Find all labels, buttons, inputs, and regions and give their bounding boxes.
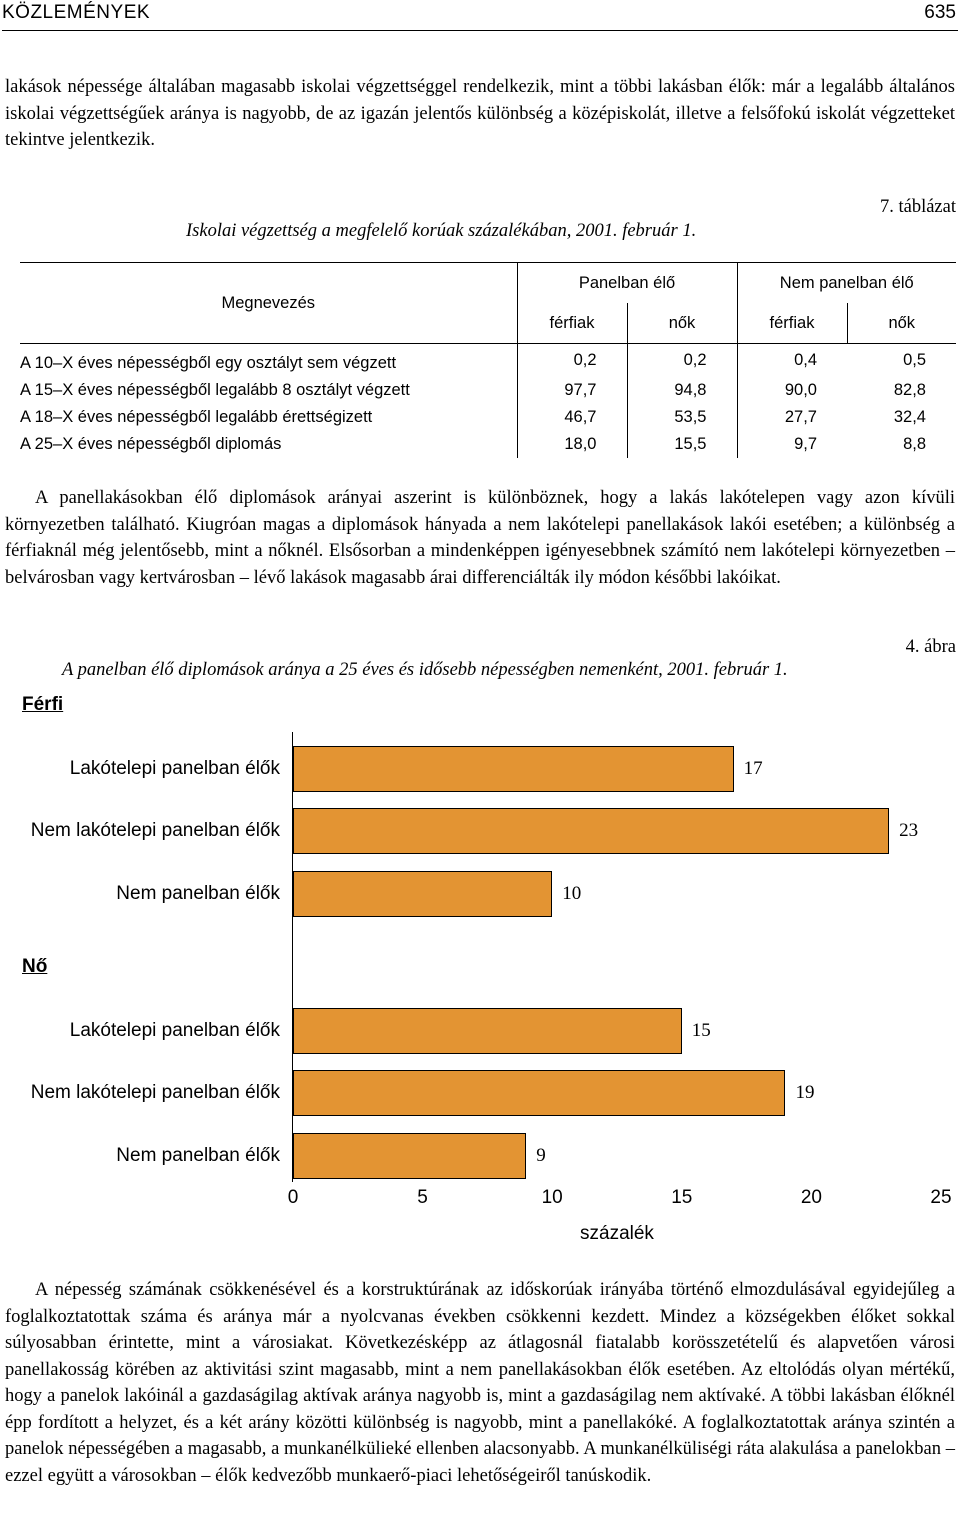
table-cell: 97,7 — [517, 377, 627, 404]
bar — [293, 871, 552, 917]
table-subheader: nők — [847, 303, 956, 344]
table-header-name: Megnevezés — [20, 263, 517, 344]
bar-chart — [0, 690, 960, 1250]
table-title: Iskolai végzettség a megfelelő korúak százalékában, 2001. február 1. — [186, 221, 697, 241]
table-row-label: A 15–X éves népességből legalább 8 osztályt végzett — [20, 381, 410, 399]
x-axis-label: százalék — [580, 1223, 654, 1244]
page-number: 635 — [924, 2, 956, 23]
table-row-label: A 18–X éves népességből legalább érettségizett — [20, 408, 373, 426]
table-cell: 0,2 — [517, 344, 627, 378]
table-row-label: A 10–X éves népességből egy osztályt sem végzett — [20, 354, 397, 372]
table-cell: 82,8 — [893, 381, 926, 399]
bar — [293, 1133, 526, 1179]
category-label: Nem lakótelepi panelban élők — [30, 1082, 280, 1103]
bar-value-label: 17 — [743, 758, 763, 779]
table-cell: 90,0 — [737, 377, 847, 404]
bar — [293, 808, 889, 854]
x-tick-label: 10 — [541, 1187, 563, 1208]
table-subheader: nők — [627, 303, 737, 344]
journal-section-title: KÖZLEMÉNYEK — [2, 2, 151, 23]
table-cell: 94,8 — [627, 377, 737, 404]
bar-value-label: 15 — [691, 1020, 711, 1041]
table-cell: 0,4 — [737, 344, 847, 378]
table-row — [20, 404, 956, 431]
table-row — [20, 431, 956, 458]
bar-value-label: 9 — [536, 1145, 546, 1166]
body-paragraph-2 — [5, 485, 955, 591]
table-group-header: Panelban élő — [517, 263, 737, 304]
table-cell: 18,0 — [517, 431, 627, 458]
x-tick-label: 20 — [800, 1187, 822, 1208]
category-label: Nem lakótelepi panelban élők — [30, 820, 280, 841]
table-cell: 46,7 — [517, 404, 627, 431]
bar-value-label: 23 — [899, 820, 919, 841]
paragraph-text: A panellakásokban élő diplomások arányai aszerint is különböznek, hogy a lakás lakótelepen vagy azon kívüli környezetben található. Kiugróan magas a diplomások hányada a nem lakótelepi panellakások lakói esetében; a különbség a férfiaknál még jelentősebb, mint a nőknél. Elsősorban a mindenképpen igényesebbnek számító nem lakótelepi környezetben – belvárosban vagy kertvárosban – lévő lakások magasabb árai differenciálták ily módon későbbi lakóikat. — [5, 488, 955, 588]
x-tick-label: 5 — [417, 1187, 428, 1208]
table-cell: 0,2 — [627, 344, 737, 378]
body-paragraph-1 — [5, 74, 955, 154]
category-label: Lakótelepi panelban élők — [69, 1020, 280, 1041]
table-row — [20, 344, 956, 378]
category-label: Nem panelban élők — [116, 883, 280, 904]
group-title: Nő — [22, 956, 48, 977]
table-row-label: A 25–X éves népességből diplomás — [20, 435, 282, 453]
body-paragraph-3 — [5, 1277, 955, 1489]
figure-number: 4. ábra — [905, 637, 956, 657]
table-cell: 32,4 — [893, 408, 926, 426]
figure-title: A panelban élő diplomások aránya a 25 éves és idősebb népességben nemenként, 2001. február 1. — [62, 660, 788, 680]
table-cell: 27,7 — [737, 404, 847, 431]
table-cell: 0,5 — [903, 351, 926, 369]
x-tick-label: 0 — [287, 1187, 299, 1208]
x-tick-label: 15 — [671, 1187, 693, 1208]
table-cell: 9,7 — [737, 431, 847, 458]
table-number: 7. táblázat — [879, 197, 956, 217]
paragraph-text: A népesség számának csökkenésével és a korstruktúrának az időskorúak irányába történő elmozdulásával egyidejűleg a foglalkoztatottak száma és aránya már a nyolcvanas években csökkenni kezdett. Mindez a községekben élőket sokkal súlyosabban érintette, mint a városiakat. Következésképp az átlagosnál fiatalabb korösszetételű és alapvetően városi panellakosság körében az aktivitási szint magasabb, mint a nem panellakásokban élők esetében. Az eltolódás olyan mértékű, hogy a panelok lakóinál a gazdaságilag aktívak aránya nagyobb is, mint a gazdaságilag nem aktívaké. A többi lakásban élőknél épp fordított a helyzet, és a két arány közötti különbség is nagyobb, mint a panellakóké. A foglalkoztatottak aránya szintén a panelok népességében a magasabb, a munkanélkülieké ellenben alacsonyabb. A munkanélküliségi ráta alakulása a panelokban – ezzel együtt a városokban – élők kedvezőbb munkaerő-piaci lehetőségeiről tanúskodik. — [5, 1280, 955, 1486]
bar-value-label: 19 — [795, 1082, 815, 1103]
table-group-header: Nem panelban élő — [737, 263, 956, 304]
bar — [293, 746, 734, 792]
x-tick-label: 25 — [930, 1187, 952, 1208]
table-cell: 15,5 — [627, 431, 737, 458]
table-cell: 53,5 — [627, 404, 737, 431]
table-row — [20, 377, 956, 404]
group-title: Férfi — [22, 694, 64, 715]
category-label: Nem panelban élők — [116, 1145, 280, 1166]
bar — [293, 1070, 785, 1116]
table-cell: 8,8 — [903, 435, 926, 453]
bar — [293, 1008, 682, 1054]
paragraph-text: lakások népessége általában magasabb iskolai végzettséggel rendelkezik, mint a többi lakásban élők: már a legalább általános iskolai végzettségűek aránya is nagyobb, de az igazán jelentős különbség a középiskolát, illetve a felsőfokú iskolát végzetteket tekintve jelentkezik. — [5, 77, 955, 150]
education-table — [20, 262, 956, 458]
bar-value-label: 10 — [562, 883, 582, 904]
table-subheader: férfiak — [737, 303, 847, 344]
table-subheader: férfiak — [517, 303, 627, 344]
category-label: Lakótelepi panelban élők — [69, 758, 280, 779]
